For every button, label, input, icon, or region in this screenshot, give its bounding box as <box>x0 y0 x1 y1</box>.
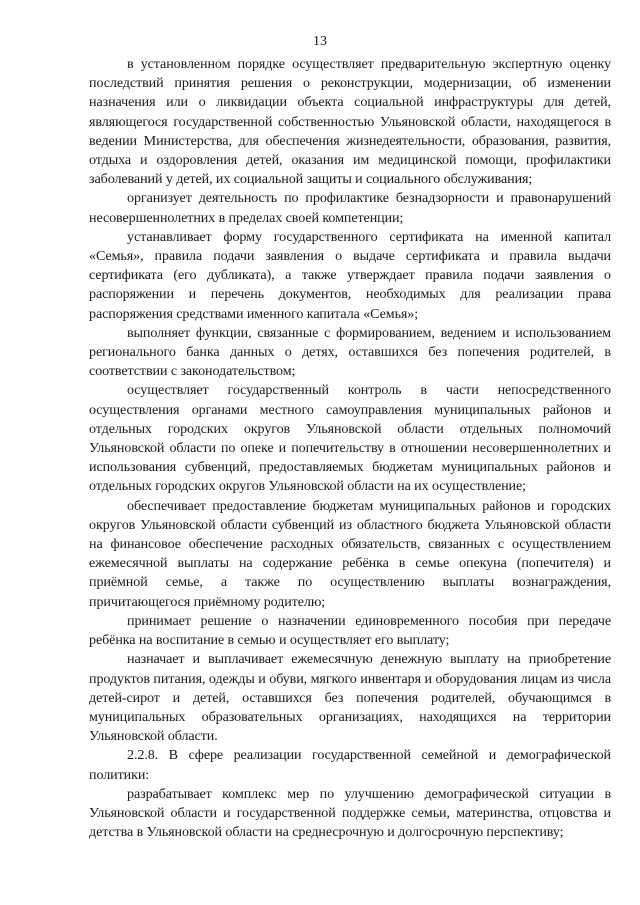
paragraph-prevention: организует деятельность по профилактике безнадзорности и правонарушений несовершеннолетних в пределах своей компетенции; <box>89 190 611 226</box>
document-body <box>89 55 611 842</box>
paragraph-data-bank: выполняет функции, связанные с формированием, ведением и использованием регионального банка данных о детях, оставшихся без попечения родителей, в соответствии с законодательством; <box>89 324 611 380</box>
paragraph-lump-sum-allowance: принимает решение о назначении единовременного пособия при передаче ребёнка на воспитание в семью и осуществляет его выплату; <box>89 612 611 649</box>
page-number: 13 <box>313 34 327 49</box>
paragraph-monthly-payment: назначает и выплачивает ежемесячную денежную выплату на приобретение продуктов питания, одежды и обуви, мягкого инвентаря и оборудования лицам из числа детей-сирот и детей, оставшихся без попечения родителей, обучающимся в муниципальных образовательных организациях, находящихся на территории Ульяновской области. <box>89 651 611 745</box>
paragraph-family-certificate: устанавливает форму государственного сертификата на именной капитал «Семья», правила подачи заявления о выдаче сертификата и правила выдачи сертификата (его дубликата), а также утверждает правила подачи заявления о распоряжении и перечень документов, необходимых для реализации права распоряжения средствами именного капитала «Семья»; <box>89 228 611 322</box>
paragraph-subventions: обеспечивает предоставление бюджетам муниципальных районов и городских округов Ульяновской области субвенций из областного бюджета Ульяновской области на финансовое обеспечение расходных обязательств, связанных с осуществлением ежемесячной выплаты на содержание ребёнка в семье опекуна (попечителя) и приёмной семье, а также по осуществлению выплаты вознаграждения, причитающегося приёмному родителю; <box>89 497 611 610</box>
paragraph-state-control: осуществляет государственный контроль в части непосредственного осуществления органами местного самоуправления муниципальных районов и отдельных городских округов Ульяновской области отдельных полномочий Ульяновской области по опеке и попечительству в отношении несовершеннолетних и использования субвенций, предоставляемых бюджетам муниципальных районов и отдельных городских округов Ульяновской области на их осуществление; <box>89 382 611 495</box>
paragraph-demographic-measures: разрабатывает комплекс мер по улучшению демографической ситуации в Ульяновской области и государственной поддержке семьи, материнства, отцовства и детства в Ульяновской области на среднесрочную и долгосрочную перспективу; <box>89 785 611 841</box>
paragraph-expert-assessment: в установленном порядке осуществляет предварительную экспертную оценку последствий принятия решения о реконструкции, модернизации, об изменении назначения или о ликвидации объекта социальной инфраструктуры для детей, являющегося государственной собственностью Ульяновской области, находящегося в ведении Министерства, для обеспечения жизнедеятельности, образования, развития, отдыха и оздоровления детей, оказания им медицинской помощи, профилактики заболеваний у детей, их социальной защиты и социального обслуживания; <box>89 56 611 188</box>
section-heading-2-2-8: 2.2.8. В сфере реализации государственной семейной и демографической политики: <box>89 747 611 783</box>
